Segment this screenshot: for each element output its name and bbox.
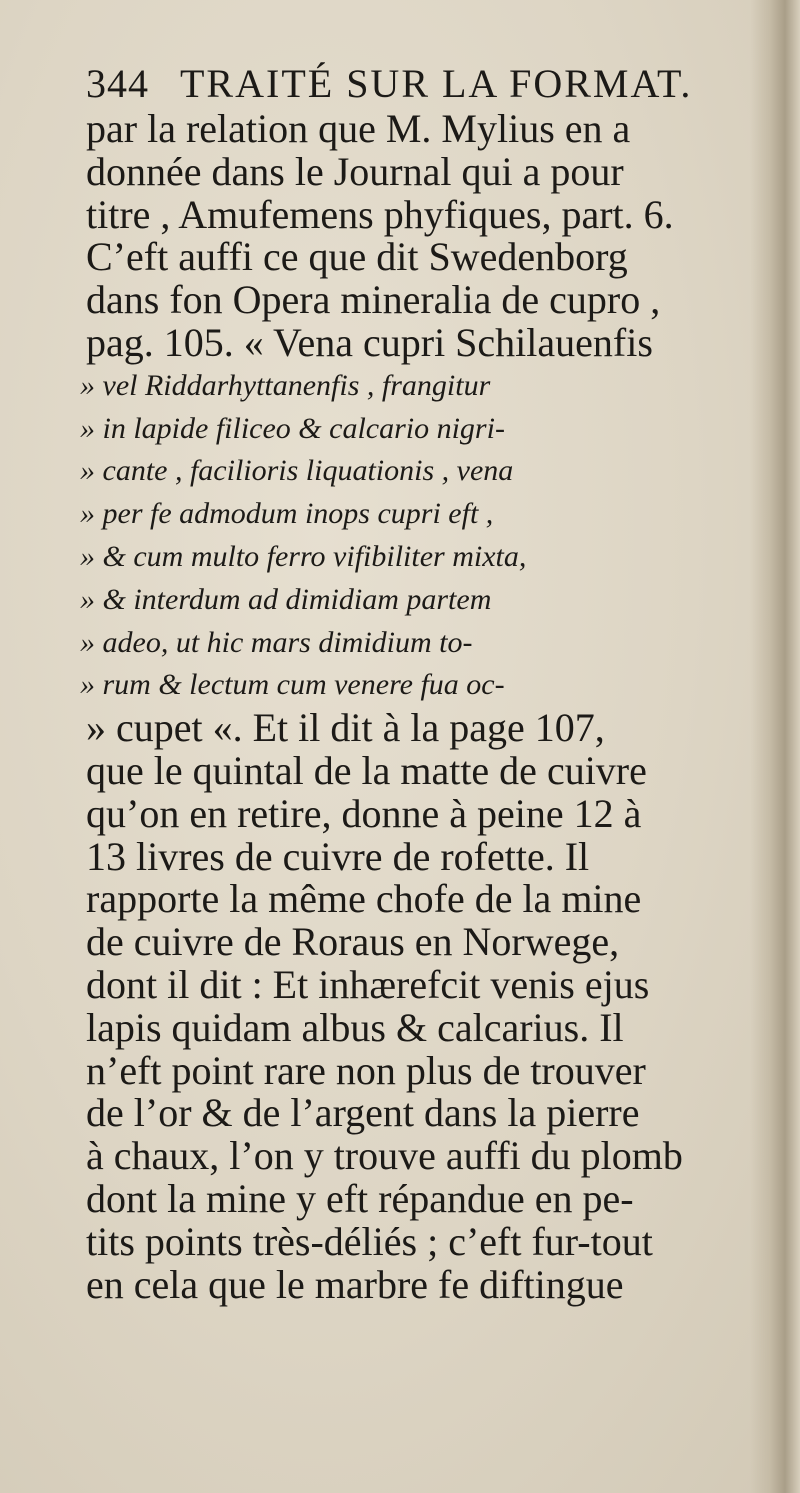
text-line: pag. 105. « Vena cupri Schilauenfis — [86, 319, 653, 365]
text-line: lapis quidam albus & calcarius. Il — [86, 1004, 624, 1050]
text-line: rapporte la même chofe de la mine — [86, 876, 642, 922]
quote-line: » vel Riddarhyttanenfis , frangitur — [80, 368, 491, 402]
running-header — [86, 60, 692, 107]
text-line: qu’on en retire, donne à peine 12 à — [86, 790, 642, 836]
text-line: n’eft point rare non plus de trouver — [86, 1047, 646, 1093]
quote-line: » rum & lectum cum venere fua oc- — [80, 668, 505, 702]
text-line: » cupet «. Et il dit à la page 107, — [86, 705, 605, 751]
running-title: TRAITÉ SUR LA FORMAT. — [180, 61, 693, 106]
page-number: 344 — [86, 61, 149, 106]
quote-line: » adeo, ut hic mars dimidium to- — [80, 625, 473, 659]
text-line: 13 livres de cuivre de rofette. Il — [86, 833, 590, 879]
quote-line: » & interdum ad dimidiam partem — [80, 582, 492, 616]
text-line: par la relation que M. Mylius en a — [86, 106, 631, 151]
quote-line: » in lapide filiceo & calcario nigri- — [80, 411, 505, 445]
text-line: titre , Amufemens phyfiques, part. 6. — [86, 191, 674, 237]
quote-line: » per fe admodum inops cupri eft , — [80, 497, 494, 531]
text-line: dans fon Opera mineralia de cupro , — [86, 277, 661, 323]
quote-line: » & cum multo ferro vifibiliter mixta, — [80, 539, 527, 573]
text-line: dont il dit : Et inhærefcit venis ejus — [86, 961, 650, 1007]
body-text — [80, 106, 766, 1307]
text-line: à chaux, l’on y trouve auffi du plomb — [86, 1133, 683, 1179]
text-line: de l’or & de l’argent dans la pierre — [86, 1090, 640, 1136]
text-line: que le quintal de la matte de cuivre — [86, 747, 647, 793]
text-line: dont la mine y eft répandue en pe- — [86, 1175, 634, 1221]
quote-line: » cante , facilioris liquationis , vena — [80, 454, 514, 488]
text-line: C’eft auffi ce que dit Swedenborg — [86, 234, 628, 280]
text-line: de cuivre de Roraus en Norwege, — [86, 919, 620, 965]
text-line: en cela que le marbre fe diftingue — [86, 1261, 624, 1307]
text-line: donnée dans le Journal qui a pour — [86, 148, 624, 194]
text-line: tits points très-déliés ; c’eft fur-tout — [86, 1218, 653, 1264]
